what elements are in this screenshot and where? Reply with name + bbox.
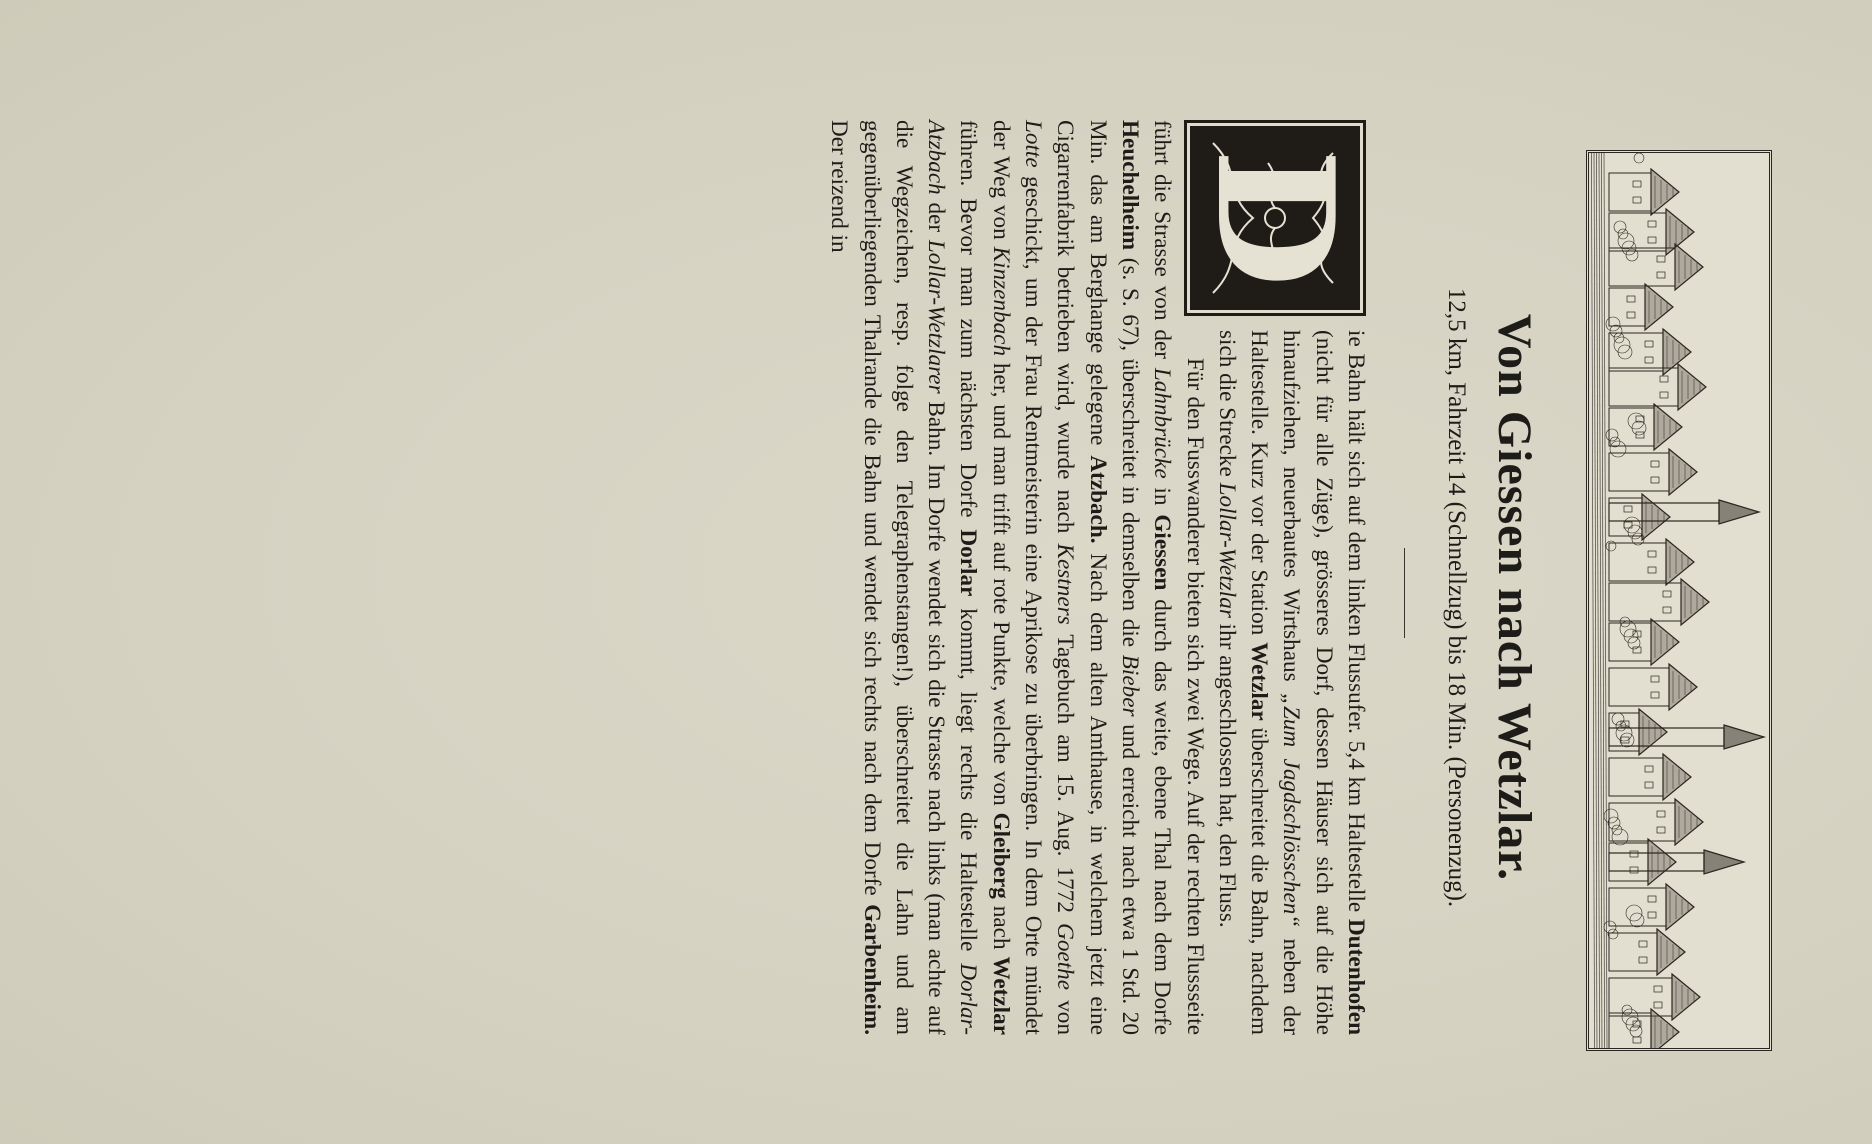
body-text — [823, 120, 1372, 1035]
engraving-stroke — [1645, 782, 1653, 788]
engraving-stroke — [1630, 867, 1638, 873]
italic-term: Dorlar-Atzbach — [923, 120, 982, 1035]
text-run: von — [1052, 990, 1079, 1035]
engraving-stroke — [1592, 153, 1595, 1048]
engraving-stroke — [1648, 896, 1656, 902]
engraving-stroke — [1618, 233, 1634, 249]
engraving-stroke — [1645, 357, 1653, 363]
place-name: Garbenheim. — [858, 904, 885, 1035]
engraving-stroke — [1610, 441, 1626, 457]
text-run: nach — [987, 898, 1014, 957]
engraving-stroke — [1609, 408, 1654, 446]
engraving-stroke — [1639, 957, 1647, 963]
engraving-stroke — [1660, 392, 1668, 398]
text-run: Tagebuch am 15. Aug. 1772 — [1052, 624, 1079, 924]
place-name: Heuchelheim — [1116, 120, 1143, 251]
text-run: Bahn. Im Dorfe wendet sich die Strasse nach links (man achte auf die Wegzeichen, resp. folge den Telegraphenstangen!), überschreitet die Lahn und am gegenüberliegenden Thalrande die Bahn und wendet sich rechts nach dem Dorfe — [858, 120, 950, 1035]
town-illustration — [1586, 150, 1772, 1051]
engraving-stroke — [1609, 173, 1651, 211]
engraving-stroke — [1648, 237, 1656, 243]
engraving-stroke — [1597, 153, 1600, 1048]
engraving-stroke — [1624, 506, 1632, 512]
engraving-stroke — [1614, 333, 1624, 343]
paragraph-1 — [1181, 120, 1372, 1035]
paragraph-2 — [823, 120, 1211, 1035]
engraving-stroke — [1633, 197, 1641, 203]
engraving-stroke — [1654, 986, 1662, 992]
engraving-stroke — [1630, 851, 1638, 857]
text-run: führen. Bevor man zum nächsten Dorfe — [955, 120, 982, 530]
engraving-stroke — [1724, 725, 1764, 749]
text-run: durch das weite, ebene Thal nach dem Dorfe — [1149, 590, 1176, 1035]
engraving-stroke — [1609, 368, 1678, 406]
text-run: ihr angeschlossen hat, den Fluss. — [1213, 617, 1240, 928]
engraving-stroke — [1633, 1037, 1641, 1043]
text-run: (s. S. 67), überschreitet in demselben die — [1116, 250, 1143, 655]
engraving-stroke — [1657, 272, 1665, 278]
engraving-stroke — [1622, 1009, 1638, 1025]
engraving-stroke — [1663, 607, 1671, 613]
railway-name: Lollar-Wetzlar — [1213, 482, 1240, 618]
text-run: der — [923, 194, 950, 240]
place-name: Dutenhofen — [1343, 919, 1369, 1035]
engraving-stroke — [1648, 567, 1656, 573]
page-title: Von Giessen nach Wetzlar. — [1488, 313, 1541, 882]
engraving-stroke — [1719, 500, 1759, 524]
engraving-stroke — [1651, 461, 1659, 467]
engraving-stroke — [1609, 248, 1675, 286]
engraving-stroke — [1609, 843, 1648, 881]
engraving-stroke — [1657, 827, 1665, 833]
engraving-stroke — [1609, 758, 1663, 796]
engraving-stroke — [1626, 905, 1642, 921]
engraving-stroke — [1648, 912, 1656, 918]
divider-rule — [1404, 548, 1405, 638]
engraving-stroke — [1627, 296, 1635, 302]
engraving-stroke — [1612, 713, 1624, 725]
italic-term: Kinzenbach — [987, 246, 1014, 357]
engraving-stroke — [1609, 623, 1651, 661]
engraving-stroke — [1618, 229, 1628, 239]
engraving-stroke — [1620, 617, 1630, 627]
engraving-stroke — [1614, 221, 1626, 233]
italic-term: Kestners — [1052, 543, 1079, 625]
engraving-stroke — [1606, 317, 1620, 331]
italic-term: Bieber — [1116, 654, 1143, 717]
engraving-stroke — [1657, 256, 1665, 262]
place-name: Dorlar — [955, 529, 982, 597]
text-run: geschickt, um der Frau Rentmeisterin eine Aprikose zu überbringen. In dem Orte mündet der Weg von — [987, 120, 1047, 1035]
engraving-stroke — [1609, 668, 1669, 706]
engraving-stroke — [1609, 498, 1642, 536]
text-run: her, und man trifft auf rote Punkte, welche von — [987, 356, 1014, 813]
engraving-stroke — [1599, 153, 1602, 1048]
initial-letter: D — [1181, 148, 1369, 288]
text-run: in — [1149, 478, 1176, 515]
route-subtitle: 12,5 km, Fahrzeit 14 (Schnellzug) bis 18 Min. (Personenzug). — [1443, 287, 1470, 908]
engraving-stroke — [1606, 429, 1618, 441]
engraving-stroke — [1660, 376, 1668, 382]
engraving-stroke — [1704, 850, 1744, 874]
text-run: Für den Fusswanderer bieten sich zwei Wege. Auf der rechten Flussseite führt die Strasse von der — [1149, 120, 1208, 1035]
engraving-stroke — [1609, 933, 1657, 971]
engraving-stroke — [1645, 766, 1653, 772]
engraving-stroke — [1602, 153, 1605, 1048]
text-run: (nicht für alle Züge), grösseres Dorf, dessen Häuser sich auf die Höhe hinaufziehen, neuerbautes Wirtshaus — [1278, 330, 1337, 1035]
engraving-stroke — [1609, 453, 1669, 491]
engraving-stroke — [1609, 978, 1672, 1016]
place-name: Wetzlar — [1246, 642, 1273, 721]
engraving-stroke — [1648, 551, 1656, 557]
engraving-stroke — [1639, 941, 1647, 947]
engraving-stroke — [1612, 825, 1622, 835]
engraving-stroke — [1627, 312, 1635, 318]
engraving-stroke — [1609, 288, 1645, 326]
engraving-stroke — [1654, 1002, 1662, 1008]
italic-term: Lollar-Wetzlarer — [923, 239, 950, 394]
town-engraving — [1589, 153, 1769, 1048]
place-name: Giessen — [1149, 514, 1176, 591]
place-name: Atzbach. — [1084, 455, 1111, 544]
engraving-stroke — [1634, 153, 1644, 163]
engraving-stroke — [1663, 591, 1671, 597]
text-run: ie Bahn hält sich auf dem linken Flussufer. 5,4 km Haltestelle — [1343, 330, 1369, 920]
place-name: Gleiberg — [987, 812, 1014, 899]
engraving-stroke — [1604, 153, 1607, 1048]
engraving-stroke — [1604, 921, 1616, 933]
text-run: neben der Haltestelle. Kurz vor der Station — [1246, 330, 1305, 1035]
italic-term: Goethe — [1052, 923, 1079, 991]
engraving-stroke — [1594, 153, 1597, 1048]
engraving-stroke — [1609, 583, 1681, 621]
engraving-stroke — [1624, 522, 1632, 528]
engraving-stroke — [1609, 543, 1666, 581]
engraving-stroke — [1633, 181, 1641, 187]
text-run: und erreicht nach etwa 1 Std. 20 Min. das am Berghange gelegene — [1084, 120, 1143, 1035]
engraving-stroke — [1651, 477, 1659, 483]
engraving-stroke — [1651, 692, 1659, 698]
italic-term: Lotte — [1020, 120, 1047, 168]
engraving-stroke — [1614, 337, 1630, 353]
engraving-stroke — [1609, 213, 1666, 251]
text-run: Nach dem alten Amthause, in welchem jetzt eine Cigarrenfabrik betrieben wird, wurde nach — [1052, 120, 1111, 1035]
place-name: Wetzlar — [987, 956, 1014, 1035]
engraving-stroke — [1648, 221, 1656, 227]
engraving-stroke — [1609, 803, 1675, 841]
italic-term: Lahnbrücke — [1149, 367, 1176, 479]
text-run: überschreitet die Bahn, nachdem sich die Strecke — [1213, 330, 1273, 1035]
engraving-stroke — [1645, 341, 1653, 347]
text-run: kommt, liegt rechts die Haltestelle — [955, 596, 982, 964]
engraving-stroke — [1657, 811, 1665, 817]
text-run: Der reizend in — [826, 120, 853, 253]
inn-name: „Zum Jagdschlösschen“ — [1278, 693, 1305, 928]
decorative-initial — [1181, 120, 1369, 316]
engraving-stroke — [1651, 676, 1659, 682]
